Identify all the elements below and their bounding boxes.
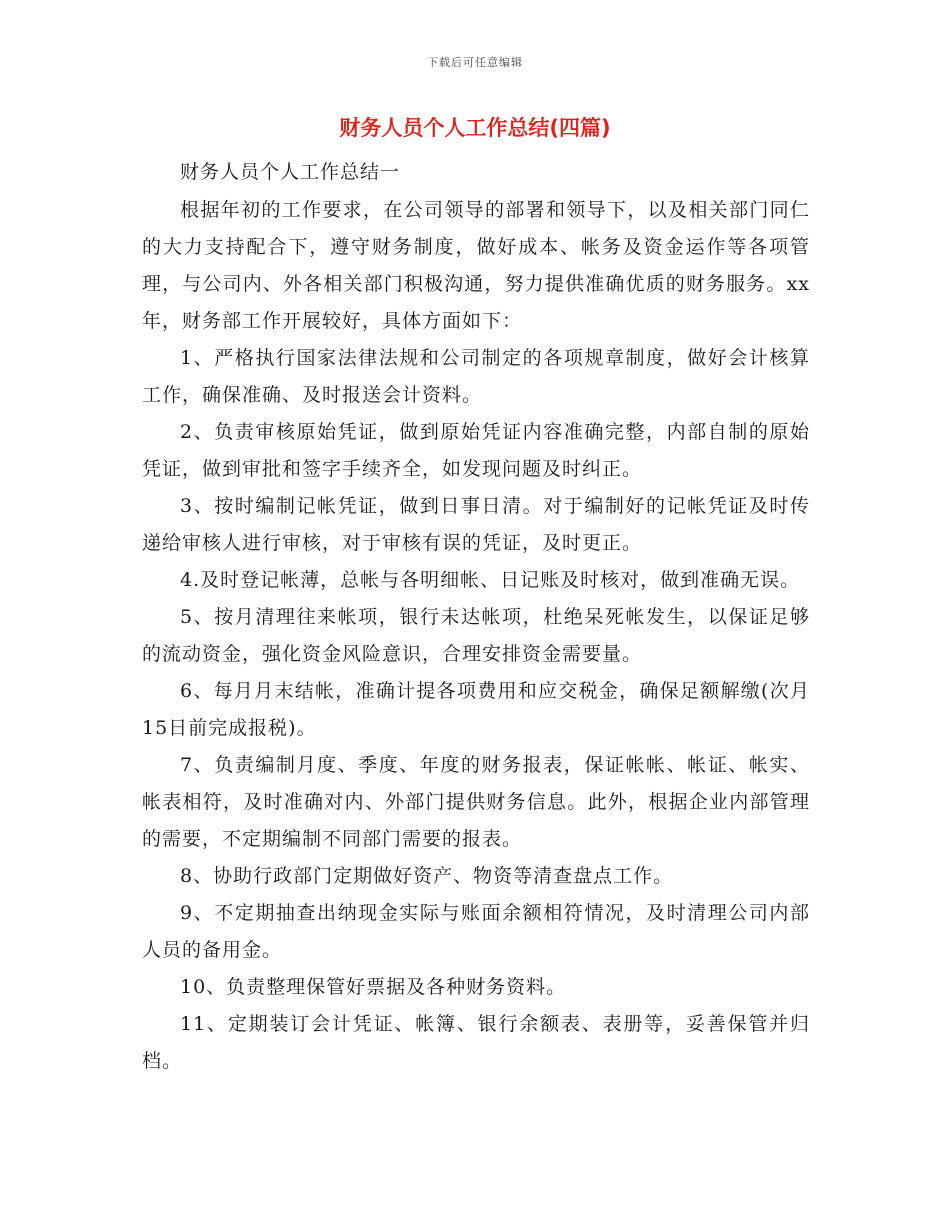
paragraph-item-3: 3、按时编制记帐凭证，做到日事日清。对于编制好的记帐凭证及时传递给审核人进行审核，对于审核有误的凭证，及时更正。 xyxy=(142,495,810,554)
paragraph-item-2: 2、负责审核原始凭证，做到原始凭证内容准确完整，内部自制的原始凭证，做到审批和签字手续齐全，如发现问题及时纠正。 xyxy=(142,421,810,480)
paragraph-item-11: 11、定期装订会计凭证、帐簿、银行余额表、表册等，妥善保管并归档。 xyxy=(142,1013,810,1072)
paragraph-item-8: 8、协助行政部门定期做好资产、物资等清查盘点工作。 xyxy=(180,865,674,887)
paragraph-item-9: 9、不定期抽查出纳现金实际与账面余额相符情况，及时清理公司内部人员的备用金。 xyxy=(142,902,810,961)
paragraph-item-7: 7、负责编制月度、季度、年度的财务报表，保证帐帐、帐证、帐实、帐表相符，及时准确对内、外部门提供财务信息。此外，根据企业内部管理的需要，不定期编制不同部门需要的报表。 xyxy=(142,754,810,850)
paragraph-item-5: 5、按月清理往来帐项，银行未达帐项，杜绝呆死帐发生，以保证足够的流动资金，强化资金风险意识，合理安排资金需要量。 xyxy=(142,606,810,665)
paragraph-item-10: 10、负责整理保管好票据及各种财务资料。 xyxy=(180,976,567,998)
section-subtitle: 财务人员个人工作总结一 xyxy=(180,161,401,183)
document-body xyxy=(142,154,810,1080)
header-note: 下载后可任意编辑 xyxy=(427,56,523,69)
paragraph-intro: 根据年初的工作要求，在公司领导的部署和领导下，以及相关部门同仁的大力支持配合下，遵守财务制度，做好成本、帐务及资金运作等各项管理，与公司内、外各相关部门积极沟通，努力提供准确优质的财务服务。xx年，财务部工作开展较好，具体方面如下： xyxy=(142,199,810,332)
document-title: 财务人员个人工作总结(四篇) xyxy=(339,116,611,140)
paragraph-item-4: 4.及时登记帐薄，总帐与各明细帐、日记账及时核对，做到准确无误。 xyxy=(180,569,801,591)
paragraph-item-1: 1、严格执行国家法律法规和公司制定的各项规章制度，做好会计核算工作，确保准确、及时报送会计资料。 xyxy=(142,347,810,406)
paragraph-item-6: 6、每月月末结帐，准确计提各项费用和应交税金，确保足额解缴(次月15日前完成报税)。 xyxy=(142,680,810,739)
